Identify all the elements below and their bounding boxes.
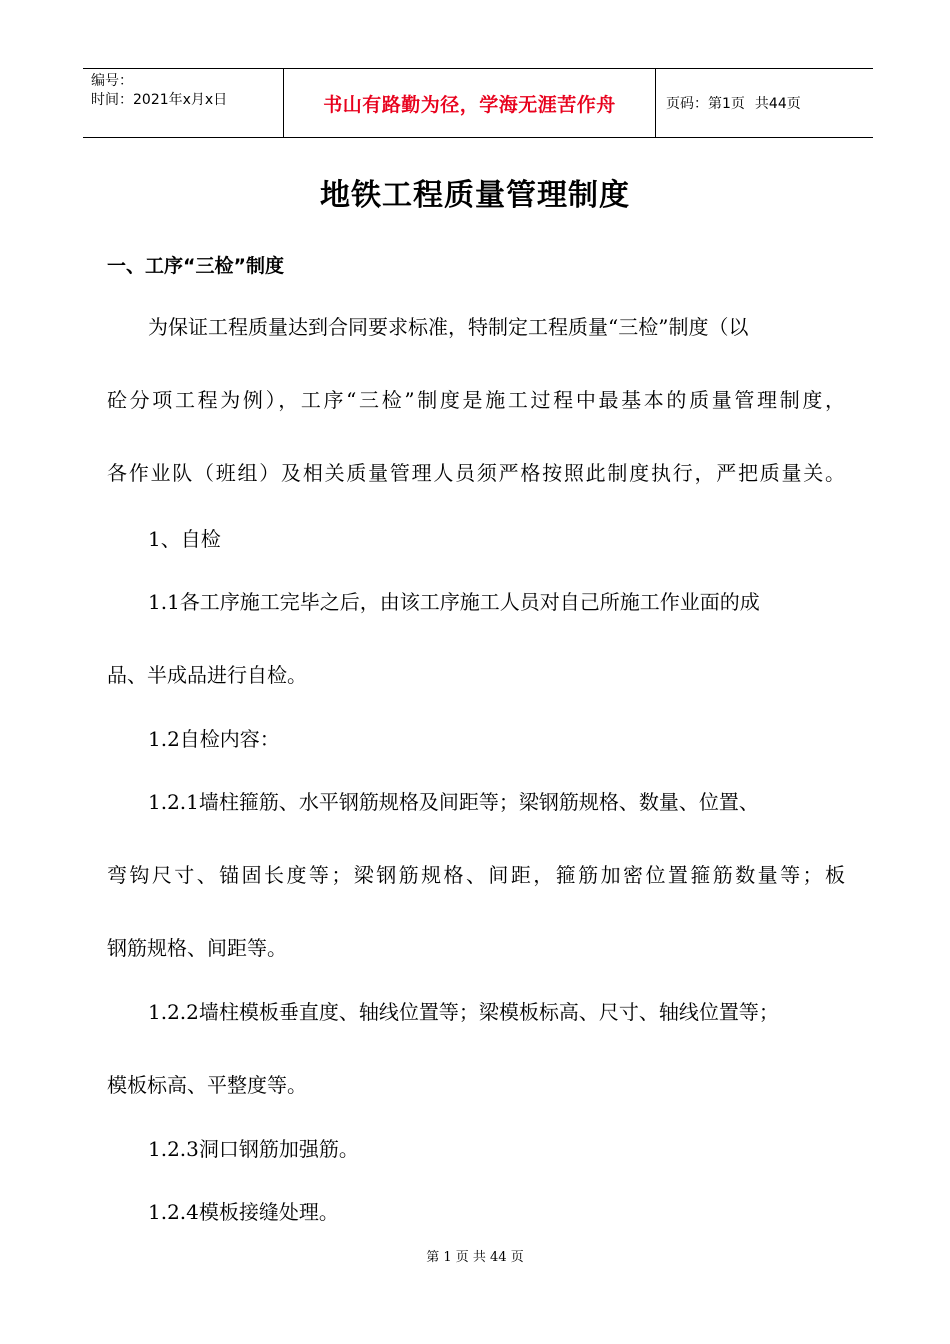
paragraph-line: 砼分项工程为例），工序“三检”制度是施工过程中最基本的质量管理制度， <box>107 388 845 412</box>
list-item: 1、自检 <box>148 527 221 551</box>
section-heading: 一、工序“三检”制度 <box>107 255 284 277</box>
paragraph-line: 模板标高、平整度等。 <box>107 1073 307 1097</box>
list-item: 1.2.3洞口钢筋加强筋。 <box>148 1137 359 1161</box>
header-meta <box>83 69 284 137</box>
page-label: 页码：第1页 <box>666 96 745 112</box>
paragraph-line: 为保证工程质量达到合同要求标准，特制定工程质量“三检”制度（以 <box>148 315 749 339</box>
paragraph-line: 品、半成品进行自检。 <box>107 663 307 687</box>
paragraph-line: 1.2.1墙柱箍筋、水平钢筋规格及间距等；梁钢筋规格、数量、位置、 <box>148 790 759 814</box>
list-item: 1.2自检内容： <box>148 727 280 751</box>
paragraph-line: 弯钩尺寸、锚固长度等；梁钢筋规格、间距，箍筋加密位置箍筋数量等；板 <box>107 863 845 887</box>
paragraph-line: 1.2.2墙柱模板垂直度、轴线位置等；梁模板标高、尺寸、轴线位置等； <box>148 1000 779 1024</box>
header-page-info <box>656 69 873 137</box>
document-title: 地铁工程质量管理制度 <box>320 178 630 213</box>
time-label: 时间：2021年x月x日 <box>91 92 228 108</box>
paragraph-line: 1.1各工序施工完毕之后，由该工序施工人员对自己所施工作业面的成 <box>148 590 760 614</box>
list-item: 1.2.4模板接缝处理。 <box>148 1200 339 1224</box>
paragraph-line: 各作业队（班组）及相关质量管理人员须严格按照此制度执行，严把质量关。 <box>107 461 845 485</box>
page-footer: 第 1 页 共 44 页 <box>426 1250 524 1265</box>
total-label: 共44页 <box>754 96 801 112</box>
number-label: 编号： <box>91 73 133 89</box>
paragraph-line: 钢筋规格、间距等。 <box>107 936 287 960</box>
header-motto: 书山有路勤为径，学海无涯苦作舟 <box>284 69 656 137</box>
page-header <box>83 68 873 138</box>
